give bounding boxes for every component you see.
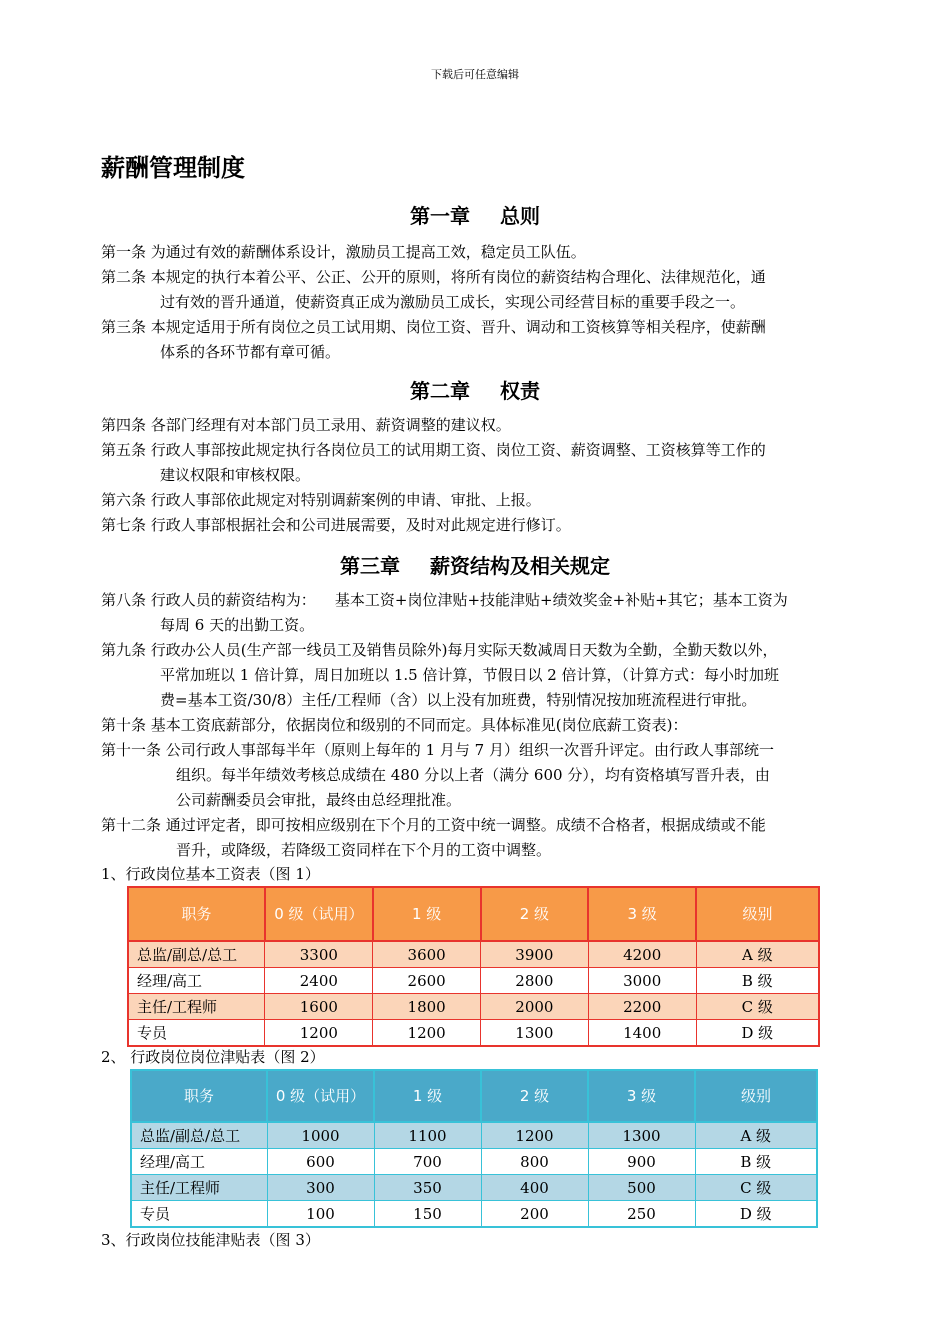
table-cell: 500 bbox=[588, 1175, 695, 1201]
column-header: 2 级 bbox=[481, 1070, 588, 1122]
table-cell: 350 bbox=[374, 1175, 481, 1201]
article-8 bbox=[101, 588, 846, 638]
table-cell: 700 bbox=[374, 1149, 481, 1175]
basic-salary-table bbox=[127, 886, 820, 1047]
article-line: 为通过有效的薪酬体系设计，激励员工提高工效，稳定员工队伍。 bbox=[150, 243, 586, 261]
table-cell: A 级 bbox=[695, 1122, 817, 1149]
article-label: 第七条 bbox=[101, 516, 147, 534]
table-cell: 1200 bbox=[373, 1020, 481, 1047]
table-cell: 2600 bbox=[373, 968, 481, 994]
table-cell: 总监/副总/总工 bbox=[128, 941, 265, 968]
table-cell: 600 bbox=[267, 1149, 374, 1175]
article-1 bbox=[101, 240, 846, 265]
table-cell: 4200 bbox=[588, 941, 696, 968]
table-cell: 总监/副总/总工 bbox=[131, 1122, 267, 1149]
article-line: 行政人事部依此规定对特别调薪案例的申请、审批、上报。 bbox=[150, 491, 541, 509]
table-cell: 200 bbox=[481, 1201, 588, 1228]
article-line: 体系的各环节都有章可循。 bbox=[160, 343, 341, 361]
table-cell: 3900 bbox=[481, 941, 589, 968]
table-row bbox=[128, 1020, 819, 1047]
table-cell: 2200 bbox=[588, 994, 696, 1020]
table-cell: C 级 bbox=[695, 1175, 817, 1201]
table-cell: 主任/工程师 bbox=[131, 1175, 267, 1201]
table-cell: 400 bbox=[481, 1175, 588, 1201]
column-header: 级别 bbox=[695, 1070, 817, 1122]
table-cell: A 级 bbox=[696, 941, 819, 968]
article-line: 行政人员的薪资结构为： 基本工资+岗位津贴+技能津贴+绩效奖金+补贴+其它；基本工资为 bbox=[150, 591, 788, 609]
table-cell: 1400 bbox=[588, 1020, 696, 1047]
table-cell: 经理/高工 bbox=[131, 1149, 267, 1175]
article-2 bbox=[101, 265, 846, 315]
table-cell: 3600 bbox=[373, 941, 481, 968]
article-line: 基本工资底薪部分，依据岗位和级别的不同而定。具体标准见(岗位底薪工资表)： bbox=[150, 716, 688, 734]
table-row bbox=[128, 968, 819, 994]
chapter-1-heading bbox=[0, 200, 950, 229]
article-10 bbox=[101, 713, 846, 738]
table-row bbox=[131, 1201, 817, 1228]
document-title: 薪酬管理制度 bbox=[101, 154, 245, 182]
chapter-name: 权责 bbox=[500, 379, 540, 403]
article-line: 公司薪酬委员会审批，最终由总经理批准。 bbox=[176, 791, 462, 809]
table-cell: 经理/高工 bbox=[128, 968, 265, 994]
table-cell: 800 bbox=[481, 1149, 588, 1175]
table-cell: D 级 bbox=[695, 1201, 817, 1228]
table-cell: 3000 bbox=[588, 968, 696, 994]
article-line: 每周 6 天的出勤工资。 bbox=[160, 616, 315, 634]
chapter-name: 总则 bbox=[500, 204, 540, 228]
table-cell: 1100 bbox=[374, 1122, 481, 1149]
article-line: 通过评定者，即可按相应级别在下个月的工资中统一调整。成绩不合格者，根据成绩或不能 bbox=[165, 816, 766, 834]
article-6 bbox=[101, 488, 846, 513]
table-cell: 3300 bbox=[265, 941, 373, 968]
column-header: 0 级（试用） bbox=[265, 887, 373, 941]
article-line: 公司行政人事部每半年（原则上每年的 1 月与 7 月）组织一次晋升评定。由行政人事部统一 bbox=[165, 741, 774, 759]
column-header: 0 级（试用） bbox=[267, 1070, 374, 1122]
header-note: 下载后可任意编辑 bbox=[431, 68, 519, 81]
article-line: 建议权限和审核权限。 bbox=[160, 466, 311, 484]
article-label: 第八条 bbox=[101, 591, 147, 609]
table-cell: 主任/工程师 bbox=[128, 994, 265, 1020]
article-3 bbox=[101, 315, 846, 365]
article-label: 第十一条 bbox=[101, 741, 162, 759]
article-9 bbox=[101, 638, 846, 713]
table2-caption: 2、 行政岗位岗位津贴表（图 2） bbox=[101, 1048, 325, 1066]
article-line: 各部门经理有对本部门员工录用、薪资调整的建议权。 bbox=[150, 416, 511, 434]
column-header: 3 级 bbox=[588, 887, 696, 941]
article-label: 第五条 bbox=[101, 441, 147, 459]
article-label: 第十条 bbox=[101, 716, 147, 734]
column-header: 2 级 bbox=[481, 887, 589, 941]
table-cell: B 级 bbox=[696, 968, 819, 994]
article-line: 行政人事部按此规定执行各岗位员工的试用期工资、岗位工资、薪资调整、工资核算等工作的 bbox=[150, 441, 766, 459]
table-cell: 2000 bbox=[481, 994, 589, 1020]
article-line: 过有效的晋升通道，使薪资真正成为激励员工成长，实现公司经营目标的重要手段之一。 bbox=[160, 293, 746, 311]
table1-caption: 1、行政岗位基本工资表（图 1） bbox=[101, 865, 320, 883]
table-cell: 1000 bbox=[267, 1122, 374, 1149]
table-cell: D 级 bbox=[696, 1020, 819, 1047]
article-label: 第六条 bbox=[101, 491, 147, 509]
table-cell: 2800 bbox=[481, 968, 589, 994]
table-cell: 150 bbox=[374, 1201, 481, 1228]
table-cell: 1300 bbox=[588, 1122, 695, 1149]
column-header: 3 级 bbox=[588, 1070, 695, 1122]
table-cell: 1200 bbox=[481, 1122, 588, 1149]
table-cell: 1300 bbox=[481, 1020, 589, 1047]
table-row bbox=[128, 941, 819, 968]
article-7 bbox=[101, 513, 846, 538]
chapter-2-heading bbox=[0, 375, 950, 404]
article-5 bbox=[101, 438, 846, 488]
table-row bbox=[131, 1175, 817, 1201]
chapter-3-heading bbox=[0, 550, 950, 579]
table-cell: 250 bbox=[588, 1201, 695, 1228]
table-cell: 专员 bbox=[128, 1020, 265, 1047]
column-header: 1 级 bbox=[374, 1070, 481, 1122]
article-line: 本规定的执行本着公平、公正、公开的原则，将所有岗位的薪资结构合理化、法律规范化，通 bbox=[150, 268, 766, 286]
table-row bbox=[131, 1122, 817, 1149]
column-header: 级别 bbox=[696, 887, 819, 941]
article-label: 第十二条 bbox=[101, 816, 162, 834]
table-cell: 1800 bbox=[373, 994, 481, 1020]
table-cell: 2400 bbox=[265, 968, 373, 994]
table-row bbox=[131, 1149, 817, 1175]
column-header: 1 级 bbox=[373, 887, 481, 941]
article-label: 第三条 bbox=[101, 318, 147, 336]
table-cell: 100 bbox=[267, 1201, 374, 1228]
table-cell: 1600 bbox=[265, 994, 373, 1020]
table-cell: 900 bbox=[588, 1149, 695, 1175]
article-4 bbox=[101, 413, 846, 438]
table-header-row bbox=[128, 887, 819, 941]
column-header: 职务 bbox=[131, 1070, 267, 1122]
position-allowance-table bbox=[130, 1069, 818, 1228]
chapter-name: 薪资结构及相关规定 bbox=[430, 554, 610, 578]
article-label: 第九条 bbox=[101, 641, 147, 659]
column-header: 职务 bbox=[128, 887, 265, 941]
article-label: 第二条 bbox=[101, 268, 147, 286]
table-row bbox=[128, 994, 819, 1020]
article-line: 费=基本工资/30/8）主任/工程师（含）以上没有加班费，特别情况按加班流程进行审批。 bbox=[160, 691, 757, 709]
table3-caption: 3、行政岗位技能津贴表（图 3） bbox=[101, 1231, 320, 1249]
article-line: 平常加班以 1 倍计算，周日加班以 1.5 倍计算，节假日以 2 倍计算，（计算方式：每小时加班 bbox=[160, 666, 780, 684]
chapter-number: 第二章 bbox=[410, 379, 470, 403]
article-line: 组织。每半年绩效考核总成绩在 480 分以上者（满分 600 分），均有资格填写晋升表，由 bbox=[176, 766, 770, 784]
table-cell: B 级 bbox=[695, 1149, 817, 1175]
article-11 bbox=[101, 738, 846, 813]
article-line: 晋升，或降级，若降级工资同样在下个月的工资中调整。 bbox=[176, 841, 552, 859]
article-line: 行政人事部根据社会和公司进展需要，及时对此规定进行修订。 bbox=[150, 516, 571, 534]
article-label: 第一条 bbox=[101, 243, 147, 261]
article-label: 第四条 bbox=[101, 416, 147, 434]
article-line: 行政办公人员(生产部一线员工及销售员除外)每月实际天数减周日天数为全勤，全勤天数以外， bbox=[150, 641, 778, 659]
table-cell: 300 bbox=[267, 1175, 374, 1201]
table-cell: C 级 bbox=[696, 994, 819, 1020]
table-cell: 1200 bbox=[265, 1020, 373, 1047]
chapter-number: 第三章 bbox=[340, 554, 400, 578]
article-line: 本规定适用于所有岗位之员工试用期、岗位工资、晋升、调动和工资核算等相关程序，使薪酬 bbox=[150, 318, 766, 336]
chapter-number: 第一章 bbox=[410, 204, 470, 228]
table-cell: 专员 bbox=[131, 1201, 267, 1228]
table-header-row bbox=[131, 1070, 817, 1122]
article-12 bbox=[101, 813, 846, 863]
